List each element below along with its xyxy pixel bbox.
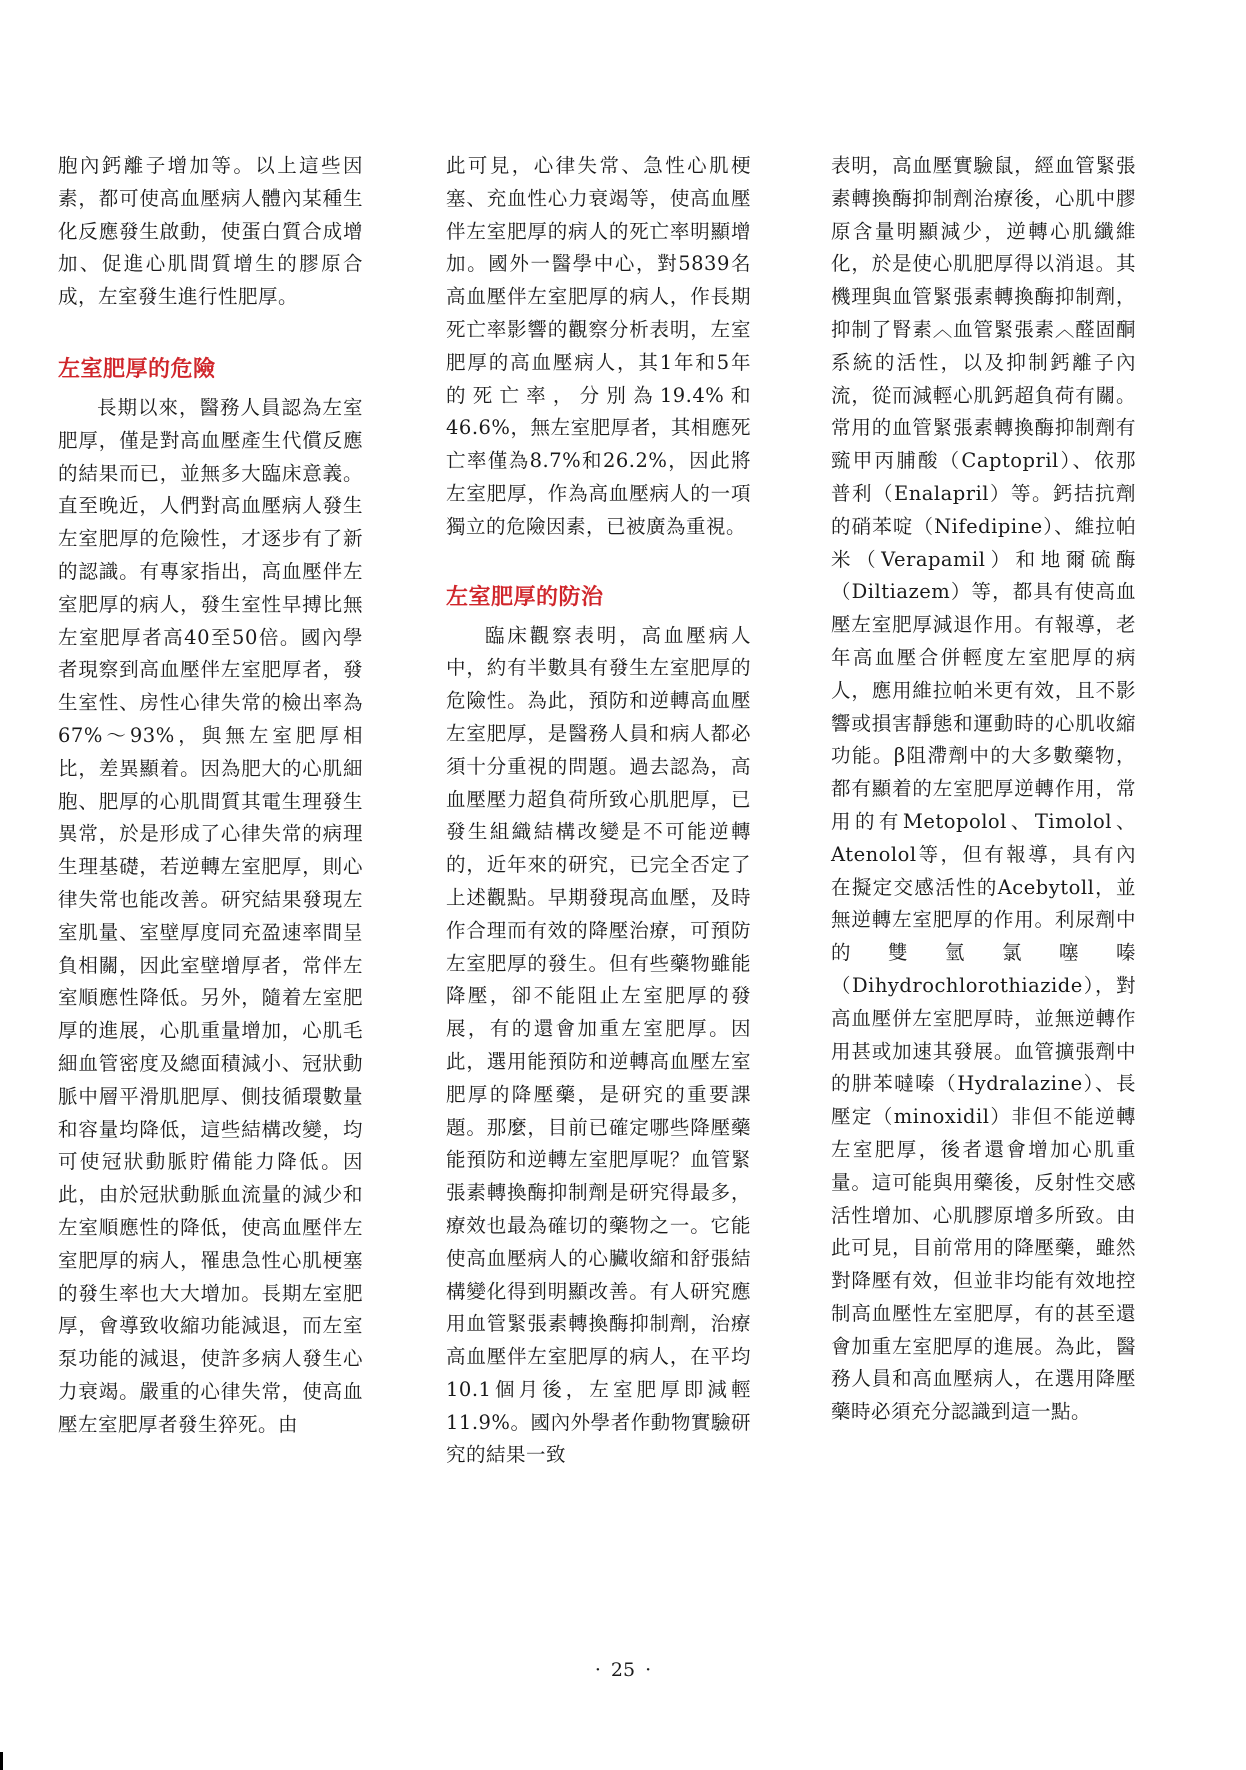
- paragraph: 臨床觀察表明，高血壓病人中，約有半數具有發生左室肥厚的危險性。為此，預防和逆轉高血壓左室肥厚，是醫務人員和病人都必須十分重視的問題。過去認為，高血壓壓力超負荷所致心肌肥厚，已發生組織結構改變是不可能逆轉的，近年來的研究，已完全否定了上述觀點。早期發現高血壓，及時作合理而有效的降壓治療，可預防左室肥厚的發生。但有些藥物雖能降壓，卻不能阻止左室肥厚的發展，有的還會加重左室肥厚。因此，選用能預防和逆轉高血壓左室肥厚的降壓藥，是研究的重要課題。那麼，目前已確定哪些降壓藥能預防和逆轉左室肥厚呢？血管緊張素轉換酶抑制劑是研究得最多，療效也最為確切的藥物之一。它能使高血壓病人的心臟收縮和舒張結構變化得到明顯改善。有人研究應用血管緊張素轉換酶抑制劑，治療高血壓伴左室肥厚的病人，在平均10.1個月後，左室肥厚即減輕11.9%。國內外學者作動物實驗研究的結果一致: [446, 623, 751, 1467]
- text-column-1: [58, 150, 363, 1441]
- paragraph: 長期以來，醫務人員認為左室肥厚，僅是對高血壓產生代償反應的結果而已，並無多大臨床意義。直至晚近，人們對高血壓病人發生左室肥厚的危險性，才逐步有了新的認識。有專家指出，高血壓伴左室肥厚的病人，發生室性早搏比無左室肥厚者高40至50倍。國內學者現察到高血壓伴左室肥厚者，發生室性、房性心律失常的檢出率為67%～93%，與無左室肥厚相比，差異顯着。因為肥大的心肌細胞、肥厚的心肌間質其電生理發生異常，於是形成了心律失常的病理生理基礎，若逆轉左室肥厚，則心律失常也能改善。研究結果發現左室肌量、室壁厚度同充盈速率間呈負相關，因此室壁增厚者，常伴左室順應性降低。另外，隨着左室肥厚的進展，心肌重量增加，心肌毛細血管密度及總面積減小、冠狀動脈中層平滑肌肥厚、側技循環數量和容量均降低，這些結構改變，均可使冠狀動脈貯備能力降低。因此，由於冠狀動脈血流量的減少和左室順應性的降低，使高血壓伴左室肥厚的病人，罹患急性心肌梗塞的發生率也大大增加。長期左室肥厚，會導致收縮功能減退，而左室泵功能的減退，使許多病人發生心力衰竭。嚴重的心律失常，使高血壓左室肥厚者發生猝死。由: [58, 395, 363, 1436]
- section-heading-prevention: 左室肥厚的防治: [446, 584, 604, 610]
- scan-edge-mark: [0, 1752, 3, 1770]
- page-number-dot-left: ·: [594, 1659, 601, 1681]
- text-column-2: [446, 150, 751, 1472]
- page-number: [0, 1659, 1246, 1681]
- paragraph: 胞內鈣離子增加等。以上這些因素，都可使高血壓病人體內某種生化反應發生啟動，使蛋白質合成增加、促進心肌間質增生的膠原合成，左室發生進行性肥厚。: [58, 154, 363, 309]
- text-column-3: [831, 150, 1136, 1429]
- page-number-dot-right: ·: [645, 1659, 652, 1681]
- paragraph: 此可見，心律失常、急性心肌梗塞、充血性心力衰竭等，使高血壓伴左室肥厚的病人的死亡率明顯增加。國外一醫學中心，對5839名高血壓伴左室肥厚的病人，作長期死亡率影響的觀察分析表明，左室肥厚的高血壓病人，其1年和5年的死亡率，分別為19.4%和46.6%，無左室肥厚者，其相應死亡率僅為8.7%和26.2%，因此將左室肥厚，作為高血壓病人的一項獨立的危險因素，已被廣為重視。: [446, 154, 751, 538]
- section-heading-risk: 左室肥厚的危險: [58, 356, 216, 382]
- page-number-value: 25: [610, 1659, 636, 1681]
- paragraph: 表明，高血壓實驗鼠，經血管緊張素轉換酶抑制劑治療後，心肌中膠原含量明顯減少，逆轉心肌纖維化，於是使心肌肥厚得以消退。其機理與血管緊張素轉換酶抑制劑，抑制了腎素︿血管緊張素︿醛固酮系統的活性，以及抑制鈣離子內流，從而減輕心肌鈣超負荷有關。常用的血管緊張素轉換酶抑制劑有巰甲丙脯酸（Captopril）、依那普利（Enalapril）等。鈣拮抗劑的硝苯啶（Nifedipine）、維拉帕米（Verapamil）和地爾硫酶（Diltiazem）等，都具有使高血壓左室肥厚減退作用。有報導，老年高血壓合併輕度左室肥厚的病人，應用維拉帕米更有效，且不影響或損害靜態和運動時的心肌收縮功能。β阻滯劑中的大多數藥物，都有顯着的左室肥厚逆轉作用，常用的有Metopolol、Timolol、Atenolol等，但有報導，具有內在擬定交感活性的Acebytoll，並無逆轉左室肥厚的作用。利尿劑中的雙氫氯噻嗪（Dihydrochlorothiazide），對高血壓併左室肥厚時，並無逆轉作用甚或加速其發展。血管擴張劑中的肼苯噠嗪（Hydralazine）、長壓定（minoxidil）非但不能逆轉左室肥厚，後者還會增加心肌重量。這可能與用藥後，反射性交感活性增加、心肌膠原增多所致。由此可見，目前常用的降壓藥，雖然對降壓有效，但並非均能有效地控制高血壓性左室肥厚，有的甚至還會加重左室肥厚的進展。為此，醫務人員和高血壓病人，在選用降壓藥時必須充分認識到這一點。: [831, 154, 1136, 1424]
